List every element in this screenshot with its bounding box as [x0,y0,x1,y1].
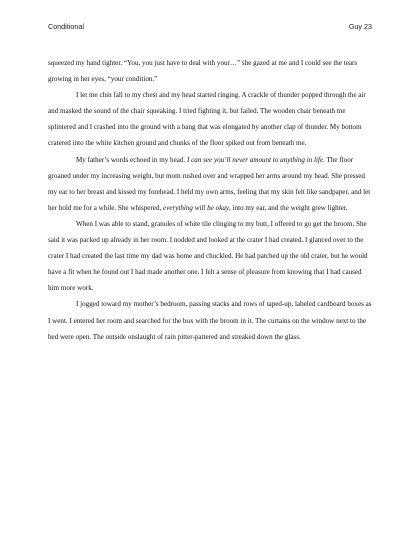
paragraph-4: When I was able to stand, granules of white tile clinging to my butt, I offered to go get the broom. She said it was packed up already in her room. I nodded and looked at the crater I had created. I glanced over to the crater I had created the last time my dad was home and chuckled. He had patched up the old crater, but he would have a fit when he found out I had made another one. I felt a sense of pleasure from knowing that I had caused him more work. [48,219,368,293]
paragraph-5: I jogged toward my mother’s bedroom, passing stacks and rows of taped-up, labeled cardboard boxes as I went. I entered her room and searched for the box with the broom in it. The curtains on the window next to the bed were open. The outside onslaught of rain pitter-pattered and streaked down the glass. [48,300,372,341]
paragraph-1: squeezed my hand tighter. “You, you just have to deal with your…” she gazed at me and I could see the tears growing in her eyes, “your condition.” [48,59,358,84]
paragraph-3-text-c: , into my ear, and the weight grew lighter. [229,203,348,212]
running-title: Conditional [48,22,84,31]
paragraph-2: I let me chin fall to my chest and my head started ringing. A crackle of thunder popped through the air and masked the sound of the chair squeaking. I tried fighting it, but failed. The wooden chair beneath me splintered and I crashed into the ground with a bang that was elongated by another clap of thunder. My bottom cratered into the white kitchen ground and chunks of the floor spiked out from beneath me. [48,91,366,148]
page-number: Guy 23 [348,22,372,31]
paragraph-3-text-a: My father’s words echoed in my head. [76,155,187,164]
whispered-words: everything will be okay [163,203,230,212]
paragraph-3 [48,152,372,216]
body-text [48,55,372,345]
paragraph-3-text-b: The floor groaned under my increasing weight, but mom rushed over and wrapped her arms around my head. She pressed my ear to her breast and kissed my forehead. I held my own arms, feeling that my skin felt like sandpaper, and let her hold me for a while. She whispered, [48,155,371,212]
page-header [48,22,372,34]
fathers-quote: I can see you’ll never amount to anything in life. [186,155,325,164]
